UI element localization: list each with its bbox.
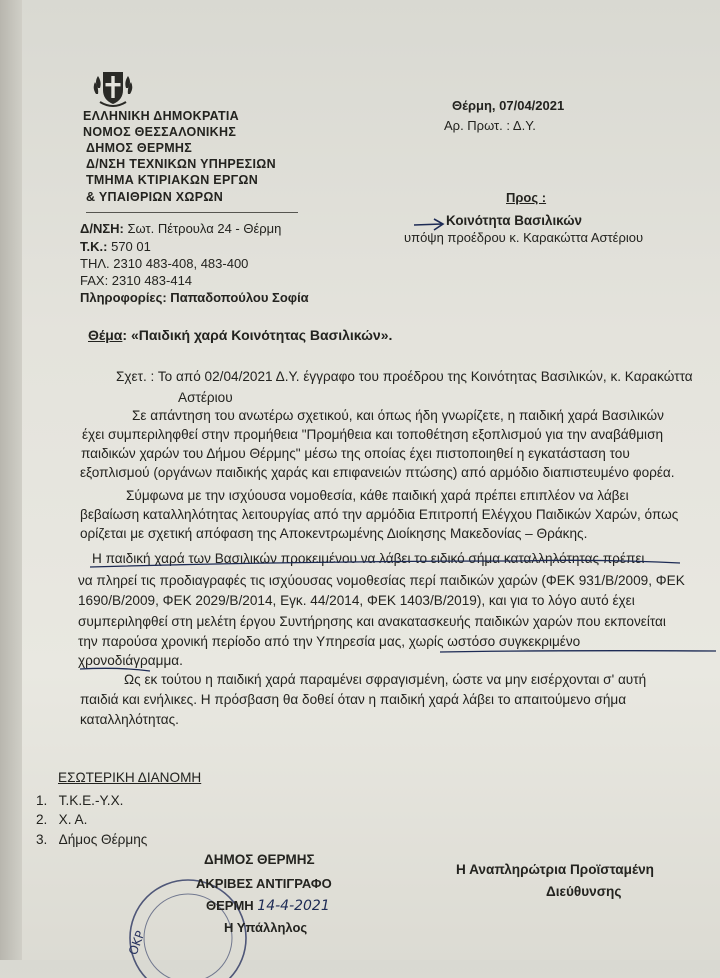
- postcode-label: Τ.Κ.:: [80, 239, 108, 254]
- distribution-title: ΕΣΩΤΕΡΙΚΗ ΔΙΑΝΟΜΗ: [58, 770, 202, 785]
- header-line: ΤΜΗΜΑ ΚΤΙΡΙΑΚΩΝ ΕΡΓΩΝ: [86, 173, 259, 187]
- body-line: εξοπλισμού (οργάνων παιδικής χαράς και επιφανειών πτώσης) από αρμόδιο διαπιστευμένο φορέα.: [80, 465, 675, 480]
- body-line: συμπεριληφθεί στη μελέτη έργου Συντήρησης και ανακατασκευής παιδικών χαρών που εκπονείται: [78, 614, 666, 629]
- body-line: Σε απάντηση του ανωτέρω σχετικού, και όπως ήδη γνωρίζετε, η παιδική χαρά Βασιλικών: [132, 408, 664, 423]
- body-line: 1690/Β/2009, ΦΕΚ 2029/Β/2014, Εγκ. 44/2014, ΦΕΚ 1403/Β/2019), και για το λόγο αυτό έχει: [78, 593, 635, 608]
- address-value: Σωτ. Πέτρουλα 24 - Θέρμη: [127, 221, 282, 236]
- fax-line: FAX: 2310 483-414: [80, 273, 193, 288]
- body-line: να πληρεί τις προδιαγραφές τις ισχύουσας νομοθεσίας περί παιδικών χαρών (ΦΕΚ 931/Β/2009, ΦΕΚ: [78, 573, 685, 588]
- stamp-municipality: ΔΗΜΟΣ ΘΕΡΜΗΣ: [204, 852, 315, 867]
- distribution-item: 1. Τ.Κ.Ε.-Υ.Χ.: [36, 793, 124, 808]
- reference-line-1: Σχετ. : Το από 02/04/2021 Δ.Υ. έγγραφο του προέδρου της Κοινότητας Βασιλικών, κ. Καρακώττα: [116, 369, 693, 384]
- header-line: & ΥΠΑΙΘΡΙΩΝ ΧΩΡΩΝ: [86, 190, 224, 204]
- phone-line: ΤΗΛ. 2310 483-408, 483-400: [80, 256, 249, 271]
- stamp-place: ΘΕΡΜΗ: [206, 898, 254, 913]
- header-line: ΔΗΜΟΣ ΘΕΡΜΗΣ: [86, 141, 193, 155]
- body-line: την παρούσα χρονική περίοδο από την Υπηρεσία μας, χωρίς ωστόσο συγκεκριμένο: [78, 634, 581, 649]
- subject-label: Θέμα: [88, 327, 123, 343]
- stamp-date-handwritten: 14-4-2021: [257, 898, 330, 914]
- body-line: καταλληλότητας.: [80, 712, 179, 727]
- body-line: έχει συμπεριληφθεί στην προμήθεια "Προμήθεια και τοποθέτηση εξοπλισμού για την αναβάθμιση: [82, 427, 664, 442]
- subject-text: : «Παιδική χαρά Κοινότητας Βασιλικών».: [122, 327, 393, 343]
- seal-text: ΟΚΡ: [125, 928, 148, 957]
- stamp-clerk: Η Υπάλληλος: [224, 920, 308, 935]
- contact-person: Πληροφορίες: Παπαδοπούλου Σοφία: [80, 290, 309, 305]
- postcode-value: 570 01: [111, 239, 151, 254]
- stamp-certified-copy: ΑΚΡΙΒΕΣ ΑΝΤΙΓΡΑΦΟ: [196, 876, 332, 891]
- header-line: Δ/ΝΣΗ ΤΕΧΝΙΚΩΝ ΥΠΗΡΕΣΙΩΝ: [86, 157, 276, 171]
- body-line: ορίζεται με σχετική απόφαση της Αποκεντρωμένης Διοίκησης Μακεδονίας – Θράκης.: [80, 526, 588, 541]
- recipient-name: Κοινότητα Βασιλικών: [446, 213, 582, 228]
- reference-line-2: Αστέριου: [178, 390, 233, 405]
- protocol-number: Αρ. Πρωτ. : Δ.Υ.: [444, 118, 536, 133]
- body-line: παιδικών χαρών του Δήμου Θέρμης" μέσω της οποίας έχει πιστοποιηθεί η εγκατάσταση του: [81, 446, 630, 461]
- distribution-item: 3. Δήμος Θέρμης: [36, 832, 148, 847]
- body-line: παιδιά και ενήλικες. Η πρόσβαση θα δοθεί όταν η παιδική χαρά λάβει το απαιτούμενο σήμα: [80, 692, 627, 707]
- address-label: Δ/ΝΣΗ:: [80, 221, 124, 236]
- signature-title: Η Αναπληρώτρια Προϊσταμένη: [456, 862, 654, 877]
- distribution-item: 2. Χ. Α.: [36, 812, 88, 827]
- body-line: Σύμφωνα με την ισχύουσα νομοθεσία, κάθε παιδική χαρά πρέπει επιπλέον να λάβει: [126, 488, 629, 503]
- header-line: ΝΟΜΟΣ ΘΕΣΣΑΛΟΝΙΚΗΣ: [83, 125, 237, 139]
- body-line: Ως εκ τούτου η παιδική χαρά παραμένει σφραγισμένη, ώστε να μην εισέρχονται σ' αυτή: [124, 672, 647, 687]
- body-line: χρονοδιάγραμμα.: [78, 653, 183, 668]
- to-label: Προς :: [506, 190, 547, 205]
- recipient-attention: υπόψη προέδρου κ. Καρακώττα Αστέριου: [404, 230, 644, 245]
- place-date: Θέρμη, 07/04/2021: [452, 98, 565, 113]
- header-line: ΕΛΛΗΝΙΚΗ ΔΗΜΟΚΡΑΤΙΑ: [83, 109, 240, 123]
- body-line: βεβαίωση καταλληλότητας λειτουργίας από την αρμόδια Επιτροπή Ελέγχου Παιδικών Χαρών, όπως: [80, 507, 679, 522]
- signature-department: Διεύθυνσης: [546, 884, 622, 899]
- body-line: Η παιδική χαρά των Βασιλικών προκειμένου να λάβει το ειδικό σήμα καταλληλότητας πρέπει: [92, 551, 645, 566]
